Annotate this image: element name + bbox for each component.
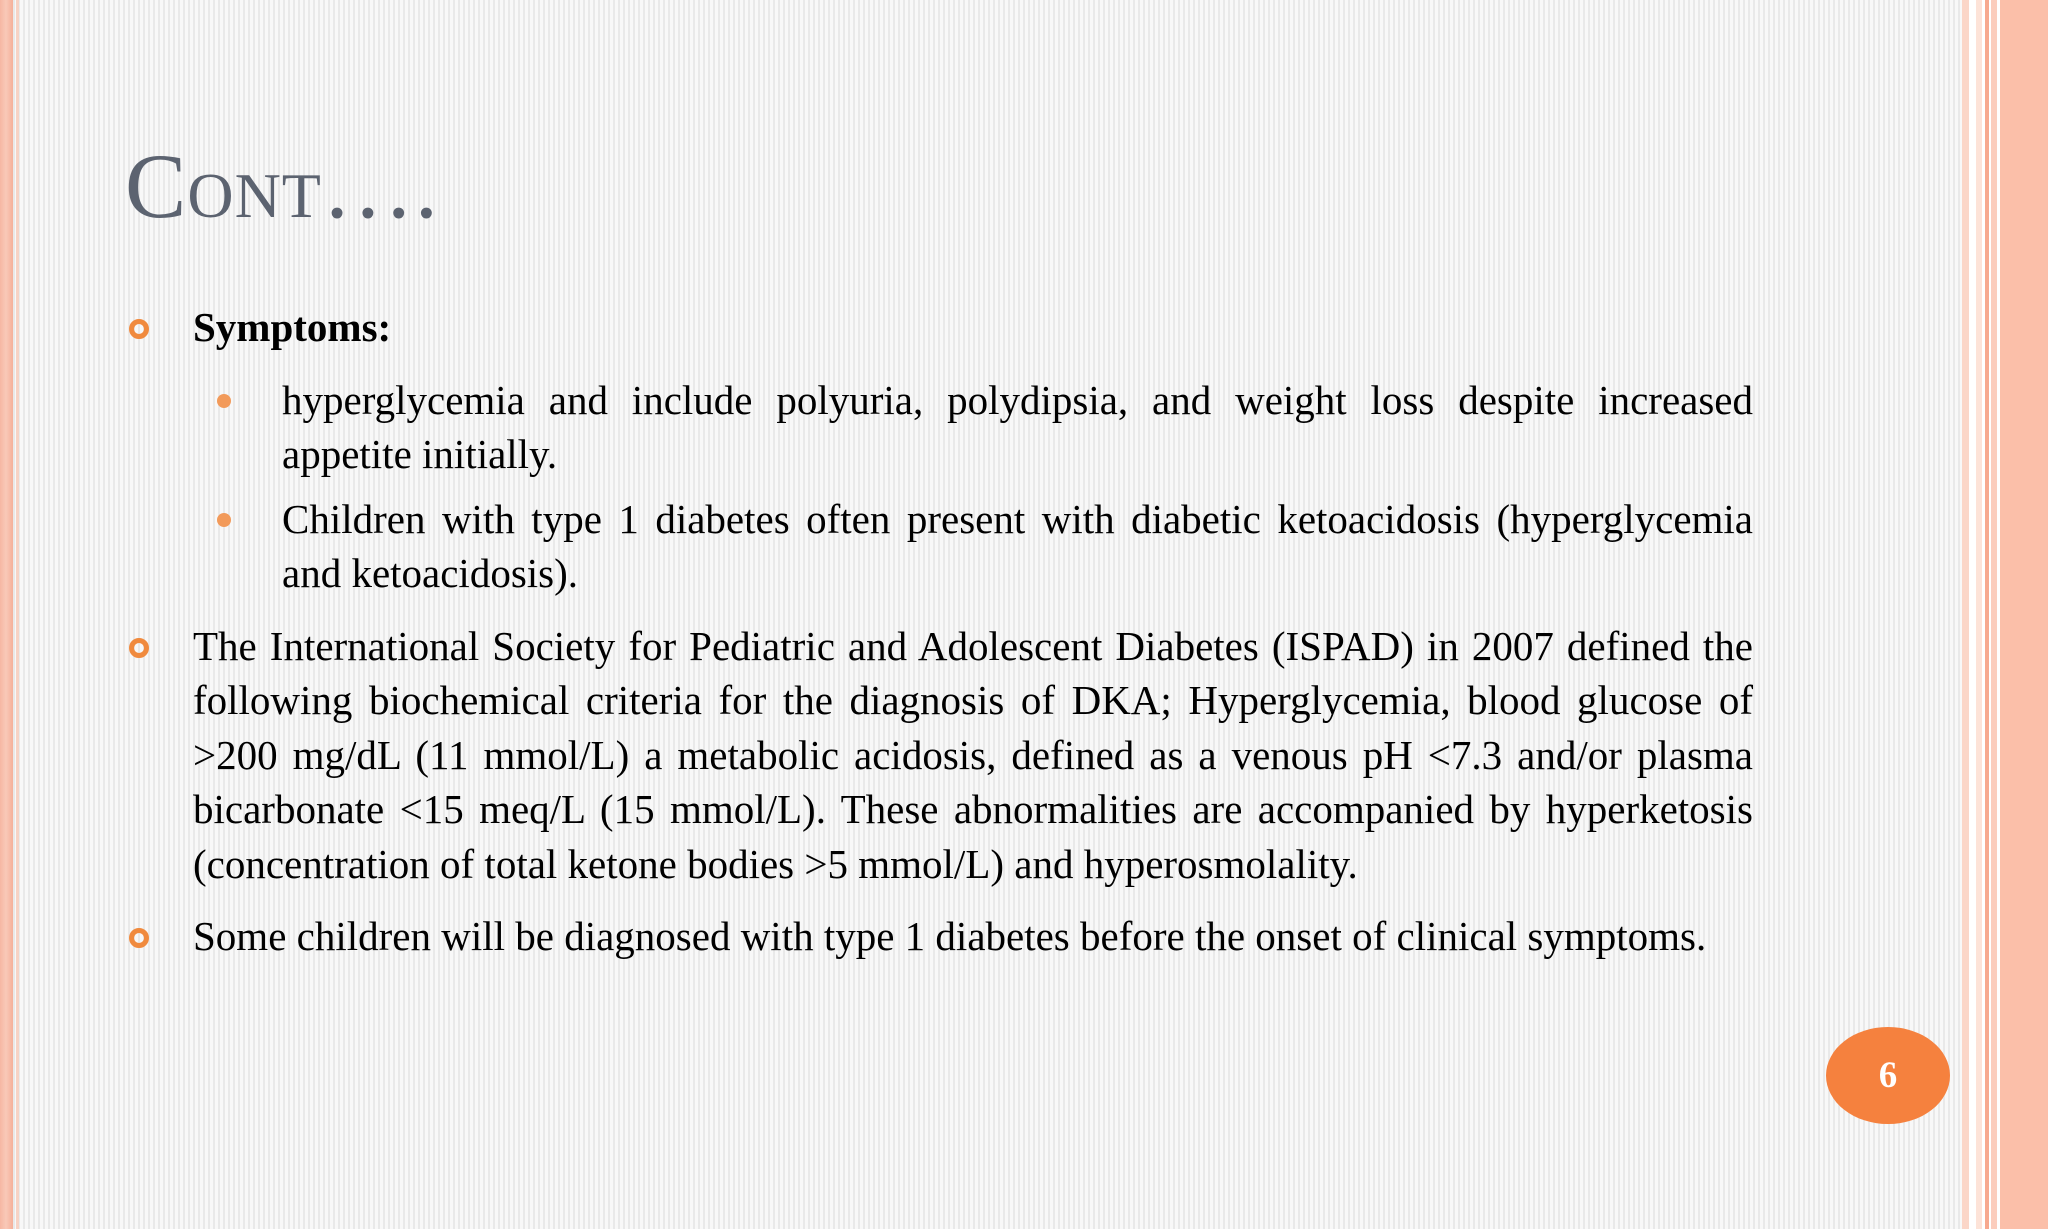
sub-bullet-hyperglycemia [125, 373, 1753, 482]
ring-bullet-icon [129, 319, 149, 339]
left-decorative-line [16, 0, 19, 1229]
sub-bullet-text: hyperglycemia and include polyuria, polydipsia, and weight loss despite increased appetite initially. [282, 376, 1753, 477]
bullet-symptoms [125, 300, 1753, 355]
bullet-text: Some children will be diagnosed with type 1 diabetes before the onset of clinical symptoms. [193, 913, 1707, 959]
slide-content [125, 300, 1753, 982]
right-decorative-stripe [2000, 0, 2048, 1229]
right-decorative-stripe [1985, 0, 1989, 1229]
symptoms-heading: Symptoms: [193, 304, 392, 350]
sub-bullet-text: Children with type 1 diabetes often present with diabetic ketoacidosis (hyperglycemia and ketoacidosis). [282, 495, 1753, 596]
dot-bullet-icon [217, 394, 231, 408]
right-decorative-stripe [1976, 0, 1982, 1229]
bullet-early-diagnosis [125, 909, 1753, 964]
slide-title: Cont…. [125, 135, 439, 237]
ring-bullet-icon [129, 928, 149, 948]
bullet-text: The International Society for Pediatric and Adolescent Diabetes (ISPAD) in 2007 defined the following biochemical criteria for the diagnosis of DKA; Hyperglycemia, blood glucose of >200 mg/dL (11 mmol/L) a metabolic acidosis, defined as a venous pH <7.3 and/or plasma bicarbonate <15 meq/L (15 mmol/L). These abnormalities are accompanied by hyperketosis (concentration of total ketone bodies >5 mmol/L) and hyperosmolality. [193, 622, 1753, 887]
sub-bullet-ketoacidosis [125, 492, 1753, 601]
right-decorative-stripe [1962, 0, 1969, 1229]
page-number-badge: 6 [1826, 1027, 1950, 1124]
right-decorative-stripe [1991, 0, 1997, 1229]
dot-bullet-icon [217, 513, 231, 527]
bullet-ispad-criteria [125, 619, 1753, 892]
ring-bullet-icon [129, 638, 149, 658]
left-decorative-stripe [0, 0, 13, 1229]
